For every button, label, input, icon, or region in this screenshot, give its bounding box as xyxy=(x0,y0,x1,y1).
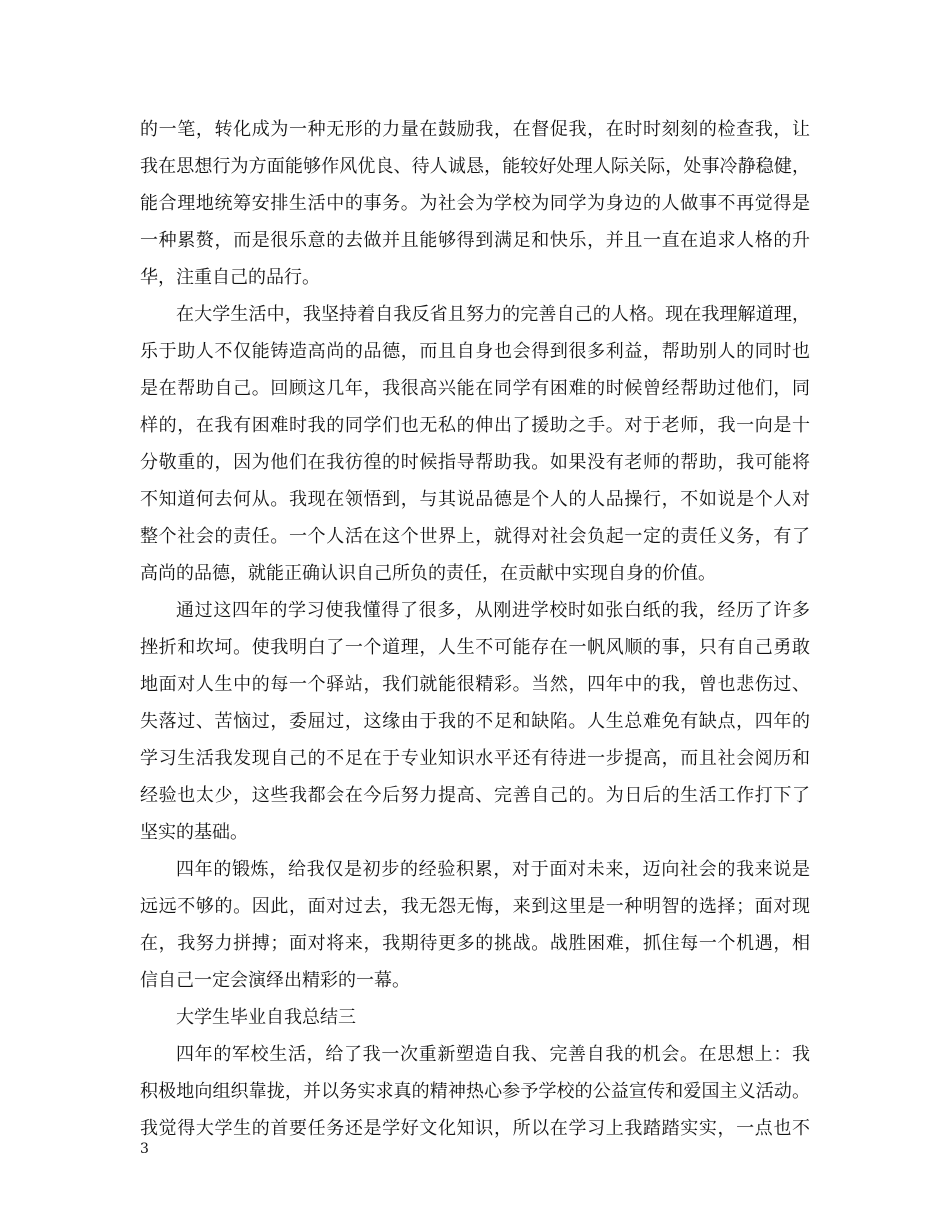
text-line: 一种累赘，而是很乐意的去做并且能够得到满足和快乐，并且一直在追求人格的升 xyxy=(140,230,810,251)
text-line: 我在思想行为方面能够作风优良、待人诚恳，能较好处理人际关际，处事冷静稳健， xyxy=(140,156,810,177)
text-line: 远远不够的。因此，面对过去，我无怨无悔，来到这里是一种明智的选择；面对现 xyxy=(140,896,810,917)
paragraph-first-line: 四年的锻炼，给我仅是初步的经验积累，对于面对未来，迈向社会的我来说是 xyxy=(176,859,810,880)
paragraph-first-line: 四年的军校生活，给了我一次重新塑造自我、完善自我的机会。在思想上：我 xyxy=(176,1044,810,1065)
text-line: 是在帮助自己。回顾这几年，我很高兴能在同学有困难的时候曾经帮助过他们，同 xyxy=(140,378,810,399)
section-heading: 大学生毕业自我总结三 xyxy=(176,1007,356,1028)
text-line: 不知道何去何从。我现在领悟到，与其说品德是个人的人品操行，不如说是个人对 xyxy=(140,489,810,510)
text-line: 样的，在我有困难时我的同学们也无私的伸出了援助之手。对于老师，我一向是十 xyxy=(140,415,810,436)
text-line: 分敬重的，因为他们在我彷徨的时候指导帮助我。如果没有老师的帮助，我可能将 xyxy=(140,452,810,473)
text-line: 高尚的品德，就能正确认识自己所负的责任，在贡献中实现自身的价值。 xyxy=(140,563,716,584)
text-line: 能合理地统筹安排生活中的事务。为社会为学校为同学为身边的人做事不再觉得是 xyxy=(140,193,810,214)
text-line: 坚实的基础。 xyxy=(140,822,248,843)
text-line: 的一笔，转化成为一种无形的力量在鼓励我，在督促我，在时时刻刻的检查我，让 xyxy=(140,119,810,140)
text-line: 挫折和坎坷。使我明白了一个道理，人生不可能存在一帆风顺的事，只有自己勇敢 xyxy=(140,637,810,658)
text-line: 失落过、苦恼过，委屈过，这缘由于我的不足和缺陷。人生总难免有缺点，四年的 xyxy=(140,711,810,732)
text-line: 学习生活我发现自己的不足在于专业知识水平还有待进一步提高，而且社会阅历和 xyxy=(140,748,810,769)
text-line: 地面对人生中的每一个驿站，我们就能很精彩。当然，四年中的我，曾也悲伤过、 xyxy=(140,674,810,695)
text-line: 积极地向组织靠拢，并以务实求真的精神热心参予学校的公益宣传和爱国主义活动。 xyxy=(140,1081,810,1102)
paragraph-first-line: 在大学生活中，我坚持着自我反省且努力的完善自己的人格。现在我理解道理， xyxy=(176,304,810,325)
text-line: 在，我努力拼搏；面对将来，我期待更多的挑战。战胜困难，抓住每一个机遇，相 xyxy=(140,933,810,954)
paragraph-first-line: 通过这四年的学习使我懂得了很多，从刚进学校时如张白纸的我，经历了许多 xyxy=(176,600,810,621)
page-number: 3 xyxy=(140,1141,149,1157)
text-line: 信自己一定会演绎出精彩的一幕。 xyxy=(140,970,410,991)
text-line: 整个社会的责任。一个人活在这个世界上，就得对社会负起一定的责任义务，有了 xyxy=(140,526,810,547)
text-line: 经验也太少，这些我都会在今后努力提高、完善自己的。为日后的生活工作打下了 xyxy=(140,785,810,806)
text-line: 乐于助人不仅能铸造高尚的品德，而且自身也会得到很多利益，帮助别人的同时也 xyxy=(140,341,810,362)
text-line: 我觉得大学生的首要任务还是学好文化知识，所以在学习上我踏踏实实，一点也不 xyxy=(140,1118,810,1139)
text-line: 华，注重自己的品行。 xyxy=(140,267,320,288)
